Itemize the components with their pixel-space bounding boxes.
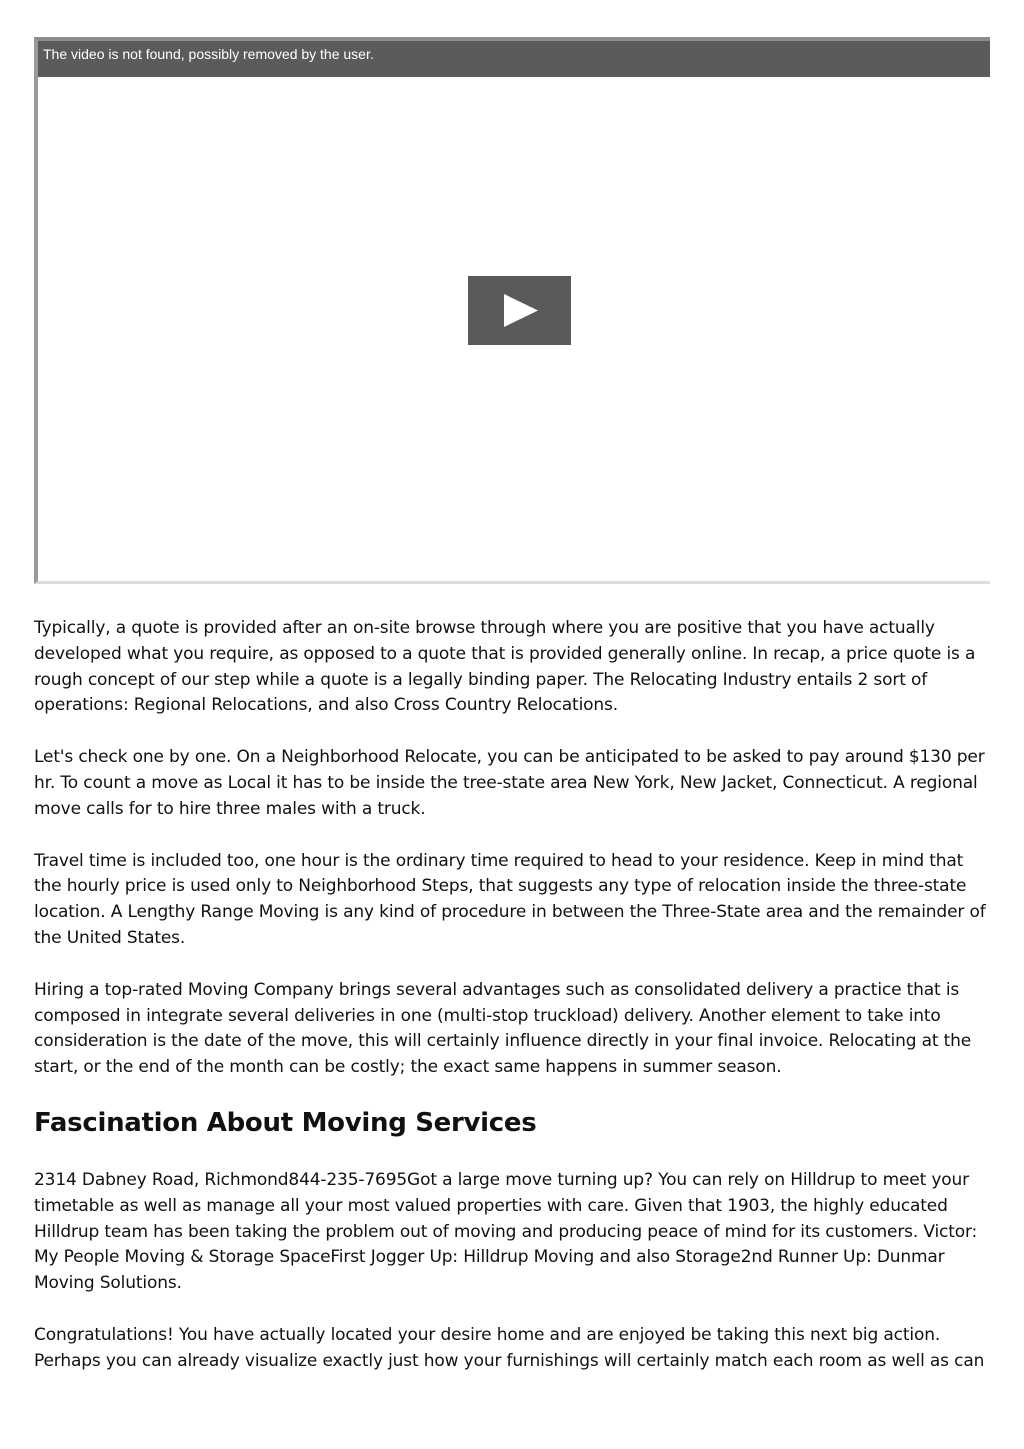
video-error-banner (38, 41, 990, 77)
video-player[interactable] (34, 37, 990, 584)
play-icon (468, 276, 571, 345)
article-body (34, 616, 994, 1401)
section-heading: Fascination About Moving Services (34, 1107, 537, 1138)
article-paragraph: Congratulations! You have actually located your desire home and are enjoyed be taking this next big action. Perhaps you can already visualize exactly just how your furnishings will certainly match each room as well as can (34, 1324, 985, 1371)
article-paragraph: Travel time is included too, one hour is the ordinary time required to head to your residence. Keep in mind that the hourly price is used only to Neighborhood Steps, that suggests any type of relocation inside the three-state location. A Lengthy Range Moving is any kind of procedure in between the Three-State area and the remainder of the United States. (34, 850, 986, 948)
article-paragraph: Let's check one by one. On a Neighborhood Relocate, you can be anticipated to be asked to pay around $130 per hr. To count a move as Local it has to be inside the tree-state area New York, New Jacket, Connecticut. A regional move calls for to hire three males with a truck. (34, 747, 985, 819)
play-button[interactable] (468, 276, 571, 345)
video-error-message: The video is not found, possibly removed by the user. (43, 46, 374, 62)
article-paragraph: Typically, a quote is provided after an on-site browse through where you are positive that you have actually developed what you require, as opposed to a quote that is provided generally online. In recap, a price quote is a rough concept of our step while a quote is a legally binding paper. The Relocating Industry entails 2 sort of operations: Regional Relocations, and also Cross Country Relocations. (34, 618, 976, 716)
article-paragraph: Hiring a top-rated Moving Company brings several advantages such as consolidated delivery a practice that is composed in integrate several deliveries in one (multi-stop truckload) delivery. Another element to take into consideration is the date of the move, this will certainly influence directly in your final invoice. Relocating at the start, or the end of the month can be costly; the exact same happens in summer season. (34, 979, 972, 1078)
article-paragraph: 2314 Dabney Road, Richmond844-235-7695Got a large move turning up? You can rely on Hilldrup to meet your timetable as well as manage all your most valued properties with care. Given that 1903, the highly educated Hilldrup team has been taking the problem out of moving and producing peace of mind for its customers. Victor: My People Moving & Storage SpaceFirst Jogger Up: Hilldrup Moving and also Storage2nd Runner Up: Dunmar Moving Solutions. (34, 1169, 978, 1294)
